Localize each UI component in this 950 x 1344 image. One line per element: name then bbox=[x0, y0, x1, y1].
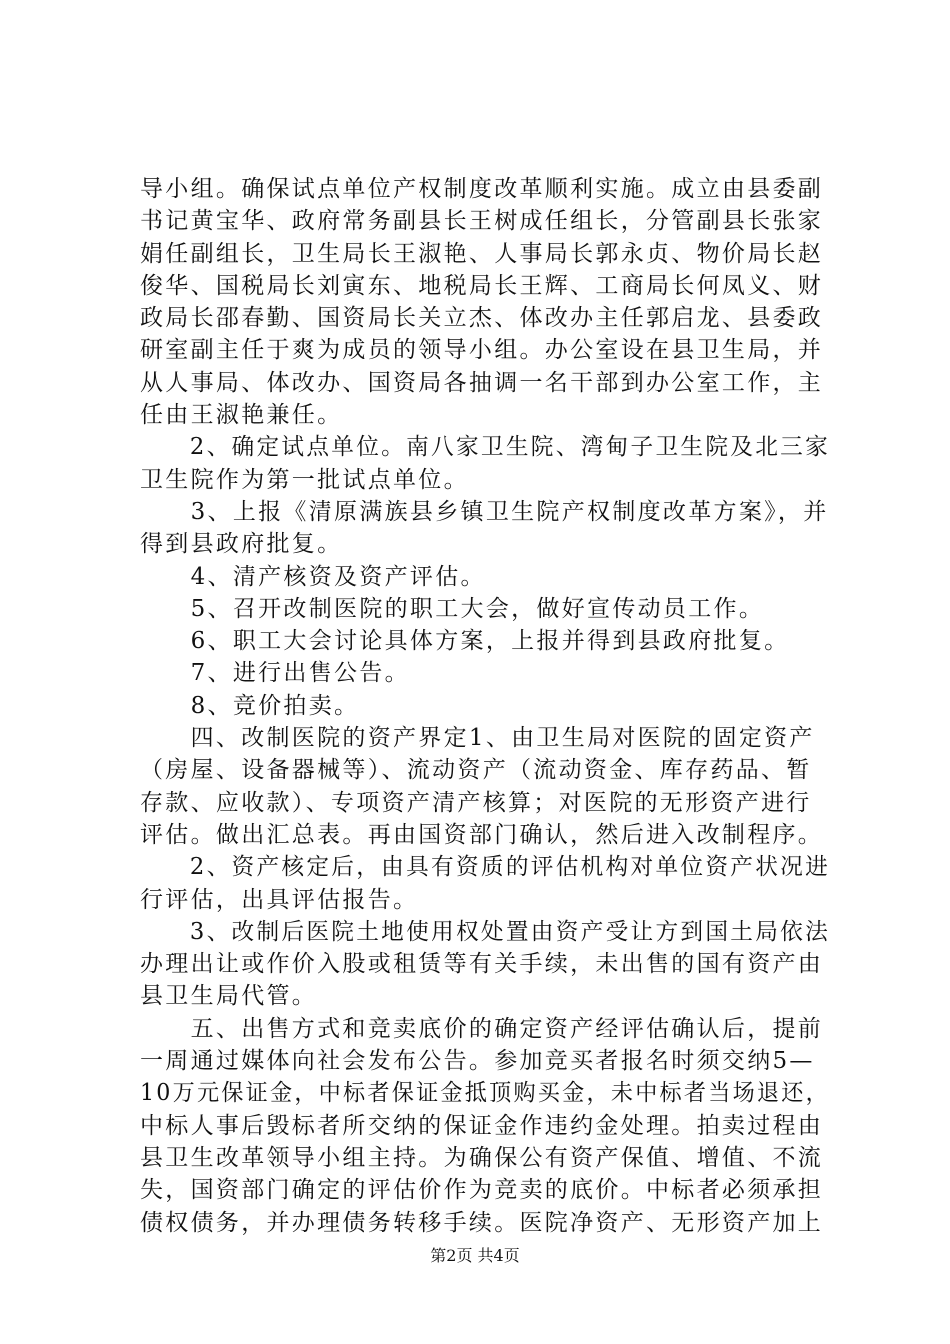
text-line: 研室副主任于爽为成员的领导小组。办公室设在县卫生局，并 bbox=[140, 337, 824, 364]
text-line: 从人事局、体改办、国资局各抽调一名干部到办公室工作，主 bbox=[140, 369, 824, 396]
text-line: 一周通过媒体向社会发布公告。参加竞买者报名时须交纳5— bbox=[140, 1048, 815, 1075]
text-line: 4、清产核资及资产评估。 bbox=[140, 563, 486, 590]
text-line: 2、确定试点单位。南八家卫生院、湾甸子卫生院及北三家 bbox=[140, 434, 831, 461]
text-line: 8、竞价拍卖。 bbox=[140, 692, 360, 719]
text-line: 2、资产核定后，由具有资质的评估机构对单位资产状况进 bbox=[140, 854, 831, 881]
text-line: 3、上报《清原满族县乡镇卫生院产权制度改革方案》，并 bbox=[140, 498, 829, 525]
page-footer bbox=[0, 1246, 950, 1266]
text-line: 导小组。确保试点单位产权制度改革顺利实施。成立由县委副 bbox=[140, 176, 824, 202]
text-line: 政局长邵春勤、国资局长关立杰、体改办主任郭启龙、县委政 bbox=[140, 305, 824, 332]
text-line: 办理出让或作价入股或租赁等有关手续，未出售的国有资产由 bbox=[140, 951, 824, 978]
text-line: （房屋、设备器械等）、流动资产（流动资金、库存药品、暂 bbox=[140, 757, 812, 784]
text-line: 得到县政府批复。 bbox=[140, 531, 343, 558]
text-line: 县卫生改革领导小组主持。为确保公有资产保值、增值、不流 bbox=[140, 1144, 824, 1171]
text-line: 失，国资部门确定的评估价作为竞卖的底价。中标者必须承担 bbox=[140, 1177, 824, 1204]
text-line: 7、进行出售公告。 bbox=[140, 660, 410, 687]
text-line: 书记黄宝华、政府常务副县长王树成任组长，分管副县长张家 bbox=[140, 208, 824, 235]
text-line: 县卫生局代管。 bbox=[140, 983, 318, 1010]
text-line: 债权债务，并办理债务转移手续。医院净资产、无形资产加上 bbox=[140, 1209, 824, 1236]
text-line: 五、出售方式和竞卖底价的确定资产经评估确认后，提前 bbox=[140, 1015, 824, 1042]
text-line: 卫生院作为第一批试点单位。 bbox=[140, 466, 469, 493]
text-line: 6、职工大会讨论具体方案，上报并得到县政府批复。 bbox=[140, 628, 790, 655]
text-line: 5、召开改制医院的职工大会，做好宣传动员工作。 bbox=[140, 595, 765, 622]
page-number: 第2页 共4页 bbox=[430, 1246, 520, 1265]
text-line: 四、改制医院的资产界定1、由卫生局对医院的固定资产 bbox=[140, 725, 815, 752]
text-line: 行评估，出具评估报告。 bbox=[140, 886, 419, 913]
text-line: 3、改制后医院土地使用权处置由资产受让方到国土局依法 bbox=[140, 918, 831, 945]
text-line: 评估。做出汇总表。再由国资部门确认，然后进入改制程序。 bbox=[140, 821, 824, 848]
text-line: 中标人事后毁标者所交纳的保证金作违约金处理。拍卖过程由 bbox=[140, 1112, 824, 1139]
text-line: 存款、应收款）、专项资产清产核算；对医院的无形资产进行 bbox=[140, 789, 812, 816]
body-text bbox=[140, 173, 830, 1239]
text-line: 10万元保证金，中标者保证金抵顶购买金，未中标者当场退还， bbox=[140, 1080, 830, 1107]
text-line: 俊华、国税局长刘寅东、地税局长王辉、工商局长何凤义、财 bbox=[140, 272, 824, 299]
text-line: 任由王淑艳兼任。 bbox=[140, 402, 343, 429]
text-line: 娟任副组长，卫生局长王淑艳、人事局长郭永贞、物价局长赵 bbox=[140, 240, 824, 267]
